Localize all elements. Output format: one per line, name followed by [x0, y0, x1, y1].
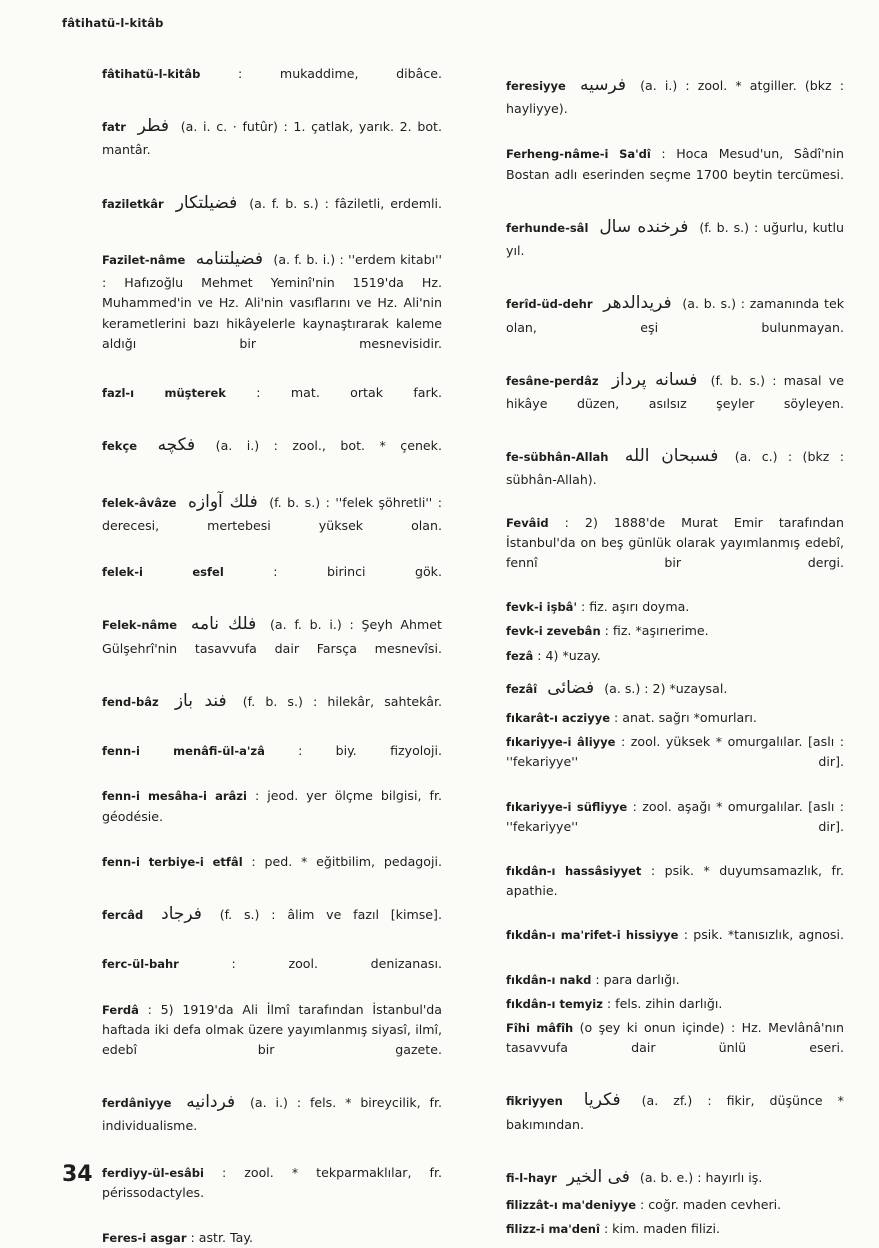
entry-headword: Fîhi mâfîh — [506, 1020, 574, 1035]
dictionary-entry — [62, 786, 442, 846]
dictionary-entry — [62, 852, 442, 892]
dictionary-entry — [466, 144, 844, 204]
dictionary-entry — [466, 1018, 844, 1078]
entry-headword: fıkarât-ı acziyye — [506, 710, 611, 725]
left-column — [62, 64, 442, 1248]
entry-headword: fikriyyen — [506, 1094, 563, 1109]
dictionary-entry — [62, 1000, 442, 1081]
entry-headword: fenn-i mesâha-i arâzi — [102, 789, 247, 804]
entry-headword: Feres-i asgar — [102, 1231, 187, 1246]
dictionary-entry — [62, 64, 442, 104]
entry-definition: (a. b. s.) : zamanında tek olan, eşi bulunmayan. — [506, 296, 844, 335]
dictionary-entry — [62, 113, 442, 180]
arabic-script: فضيلتنامه — [195, 249, 264, 270]
dictionary-entry — [62, 562, 442, 602]
dictionary-entry — [62, 688, 442, 735]
entry-definition: (f. s.) : âlim ve fazıl [kimse]. — [219, 907, 442, 923]
entry-headword: fe-sübhân-Allah — [506, 450, 609, 465]
arabic-script: فرسيه — [579, 75, 626, 95]
entry-definition: : zool. yüksek * omurgalılar. [aslı : ''fekariyye'' dir]. — [506, 734, 844, 770]
entry-definition: : mat. ortak fark. — [225, 384, 442, 400]
arabic-script: فرخنده سال — [599, 216, 689, 237]
arabic-script: فلك آوازه — [187, 491, 258, 512]
entry-definition: : fiz. aşırı doyma. — [576, 599, 690, 615]
entry-headword: fevk-i işbâ' — [506, 600, 577, 615]
dictionary-entry — [466, 214, 844, 281]
entry-definition: (a. s.) : 2) *uzaysal. — [604, 680, 728, 696]
entry-definition: : astr. Tay. — [186, 1230, 253, 1246]
entry-headword: fevk-i zevebân — [506, 624, 601, 639]
entry-headword: fend-bâz — [102, 694, 159, 709]
entry-definition: : 4) *uzay. — [533, 647, 601, 663]
entry-headword: fıkdân-ı hassâsiyyet — [506, 863, 642, 878]
entry-definition: : zool. * tekparmaklılar, fr. périssodactyles. — [102, 1164, 442, 1200]
dictionary-entry — [62, 383, 442, 423]
entry-headword: fercâd — [102, 908, 144, 923]
dictionary-entry — [466, 443, 844, 510]
dictionary-entry — [62, 432, 442, 479]
entry-definition: : birinci gök. — [223, 564, 442, 580]
entry-headword: fıkariyye-i âliyye — [506, 735, 616, 750]
dictionary-entry — [466, 861, 844, 921]
right-column — [466, 72, 844, 1239]
entry-definition: (a. i. c. · futûr) : 1. çatlak, yarık. 2. bot. mantâr. — [102, 119, 442, 158]
dictionary-entry — [466, 675, 844, 702]
dictionary-entry — [62, 1228, 442, 1248]
dictionary-entry — [62, 489, 442, 556]
dictionary-entry — [466, 597, 844, 617]
entry-headword: felek-i esfel — [102, 565, 224, 580]
entry-definition: (a. i.) : zool. * atgiller. (bkz : hayliyye). — [506, 78, 844, 117]
entry-definition: : biy. fizyoloji. — [264, 743, 442, 759]
dictionary-entry — [62, 611, 442, 678]
entry-headword: fıkdân-ı ma'rifet-i hissiyye — [506, 928, 679, 943]
dictionary-entry — [466, 72, 844, 139]
arabic-script: فى الخير — [566, 1166, 630, 1187]
dictionary-entry — [62, 1089, 442, 1156]
entry-definition: (a. f. b. s.) : fâziletli, erdemli. — [249, 195, 442, 211]
entry-headword: fazl-ı müşterek — [102, 385, 226, 400]
dictionary-entry — [62, 246, 442, 374]
dictionary-entry — [466, 732, 844, 792]
dictionary-entry — [466, 1164, 844, 1191]
dictionary-entry — [466, 1219, 844, 1239]
dictionary-entry — [466, 994, 844, 1014]
entry-definition: : psik. *tanısızlık, agnosi. — [678, 927, 844, 943]
page-number: 34 — [62, 1162, 93, 1187]
entry-headword: Fevâid — [506, 515, 549, 530]
entry-definition: (o şey ki onun içinde) : Hz. Mevlânâ'nın tasavvufa dair ünlü eseri. — [506, 1019, 844, 1056]
entry-definition: (a. i.) : zool., bot. * çenek. — [215, 438, 442, 454]
dictionary-entry — [466, 797, 844, 857]
dictionary-entry — [466, 646, 844, 666]
entry-definition: : Hoca Mesud'un, Sâdî'nin Bostan adlı eserinden seçme 1700 beytin tercümesi. — [506, 146, 844, 182]
entry-definition: : ped. * eğitbilim, pedagoji. — [242, 853, 442, 869]
entry-definition: : 2) 1888'de Murat Emir tarafından İstanbul'da on beş günlük olarak yayımlanmış edebî, fennî bir dergi. — [506, 514, 844, 571]
entry-headword: ferdâniyye — [102, 1096, 172, 1111]
entry-headword: felek-âvâze — [102, 495, 177, 510]
entry-headword: fezâî — [506, 681, 538, 696]
dictionary-entry — [62, 901, 442, 948]
entry-headword: fâtihatü-l-kitâb — [102, 67, 201, 81]
entry-definition: (f. b. s.) : uğurlu, kutlu yıl. — [506, 219, 844, 259]
arabic-script: فكريا — [583, 1090, 621, 1111]
dictionary-entry — [466, 708, 844, 728]
entry-headword: filizz-i ma'denî — [506, 1222, 600, 1237]
entry-headword: fıkariyye-i süfliyye — [506, 799, 628, 814]
entry-definition: (a. b. e.) : hayırlı iş. — [639, 1169, 763, 1185]
entry-definition: : psik. * duyumsamazlık, fr. apathie. — [506, 862, 844, 899]
arabic-script: فسانه پرداز — [611, 369, 698, 390]
dictionary-entry — [62, 741, 442, 781]
entry-headword: fatr — [102, 120, 126, 135]
entry-definition: : fels. zihin darlığı. — [602, 995, 723, 1011]
entry-headword: feresiyye — [506, 79, 566, 93]
entry-definition: (a. zf.) : fikir, düşünce * bakımından. — [506, 1093, 844, 1132]
entry-definition: (f. b. s.) : hilekâr, sahtekâr. — [242, 693, 442, 709]
entry-headword: fıkdân-ı nakd — [506, 972, 592, 987]
dictionary-entry — [466, 970, 844, 990]
entry-headword: Ferdâ — [102, 1002, 139, 1017]
entry-definition: (a. f. b. i.) : Şeyh Ahmet Gülşehrî'nin tasavvufa dair Farsça mesnevîsi. — [102, 617, 442, 656]
entry-definition: (a. c.) : (bkz : sübhân-Allah). — [506, 449, 844, 488]
entry-headword: fekçe — [102, 439, 138, 454]
entry-definition: (a. f. b. i.) : ''erdem kitabı'' : Hafızoğlu Mehmet Yeminî'nin 1519'da Hz. Muhammed'in ve Hz. Ali'nin vasıflarını ve Hz. Ali'nin kerametlerini bazı hikâyelerle kaynaştırarak kaleme aldığı bir mesnevisidir. — [102, 252, 442, 351]
entry-definition: : kim. maden filizi. — [599, 1221, 721, 1237]
entry-headword: Fazilet-nâme — [102, 253, 186, 268]
entry-headword: ferhunde-sâl — [506, 220, 589, 235]
entry-definition: (a. i.) : fels. * bireycilik, fr. individualisme. — [102, 1095, 442, 1134]
arabic-script: فند باز — [174, 690, 227, 711]
entry-definition: : coğr. maden cevheri. — [636, 1196, 782, 1212]
entry-headword: fenn-i menâfi-ül-a'zâ — [102, 744, 265, 759]
dictionary-entry — [466, 513, 844, 594]
entry-headword: ferdiyy-ül-esâbi — [102, 1165, 204, 1180]
entry-headword: Ferheng-nâme-i Sa'dî — [506, 147, 651, 162]
dictionary-entry — [466, 367, 844, 434]
entry-headword: fezâ — [506, 648, 534, 663]
entry-definition: (f. b. s.) : ''felek şöhretli'' : derecesi, mertebesi yüksek olan. — [102, 494, 442, 533]
entry-headword: ferîd-üd-dehr — [506, 297, 593, 312]
entry-definition: : zool. aşağı * omurgalılar. [aslı : ''fekariyye'' dir]. — [506, 798, 844, 834]
arabic-script: فطر — [137, 116, 170, 137]
running-head: fâtihatü-l-kitâb — [62, 16, 164, 30]
entry-definition: : jeod. yer ölçme bilgisi, fr. géodésie. — [102, 788, 442, 824]
entry-headword: Felek-nâme — [102, 618, 178, 633]
entry-definition: : para darlığı. — [591, 971, 680, 987]
arabic-script: فضائى — [547, 677, 595, 698]
entry-definition: : mukaddime, dibâce. — [200, 66, 442, 81]
entry-definition: : anat. sağrı *omurları. — [610, 709, 757, 725]
entry-definition: : zool. denizanası. — [178, 956, 442, 972]
entry-definition: : 5) 1919'da Ali İlmî tarafından İstanbul'da haftada iki defa olmak üzere yayımlanmış siyasî, ilmî, edebî bir gazete. — [102, 1001, 442, 1057]
entry-headword: fesâne-perdâz — [506, 373, 599, 388]
dictionary-entry — [466, 290, 844, 357]
entry-headword: ferc-ül-bahr — [102, 957, 179, 972]
arabic-script: فسبحان الله — [624, 446, 719, 467]
dictionary-entry — [62, 954, 442, 994]
entry-headword: fıkdân-ı temyiz — [506, 996, 603, 1011]
arabic-script: فلك نامه — [190, 614, 257, 635]
entry-headword: filizzât-ı ma'deniyye — [506, 1197, 636, 1212]
arabic-script: فريدالدهر — [603, 293, 672, 314]
dictionary-entry — [62, 190, 442, 237]
entry-headword: fenn-i terbiye-i etfâl — [102, 854, 243, 869]
entry-headword: fi-l-hayr — [506, 1170, 557, 1185]
dictionary-entry — [466, 1195, 844, 1215]
entry-headword: faziletkâr — [102, 196, 164, 211]
arabic-script: فضيلتكار — [175, 192, 238, 213]
entry-definition: (f. b. s.) : masal ve hikâye düzen, asılsız şeyler söyleyen. — [506, 372, 844, 412]
dictionary-entry — [466, 925, 844, 965]
dictionary-entry — [62, 1163, 442, 1223]
dictionary-entry — [466, 621, 844, 641]
arabic-script: فردانيه — [186, 1092, 236, 1113]
arabic-script: فرجاد — [161, 904, 202, 925]
entry-definition: : fiz. *aşırıerime. — [600, 623, 709, 639]
dictionary-entry — [466, 1087, 844, 1154]
arabic-script: فكچه — [157, 435, 196, 456]
